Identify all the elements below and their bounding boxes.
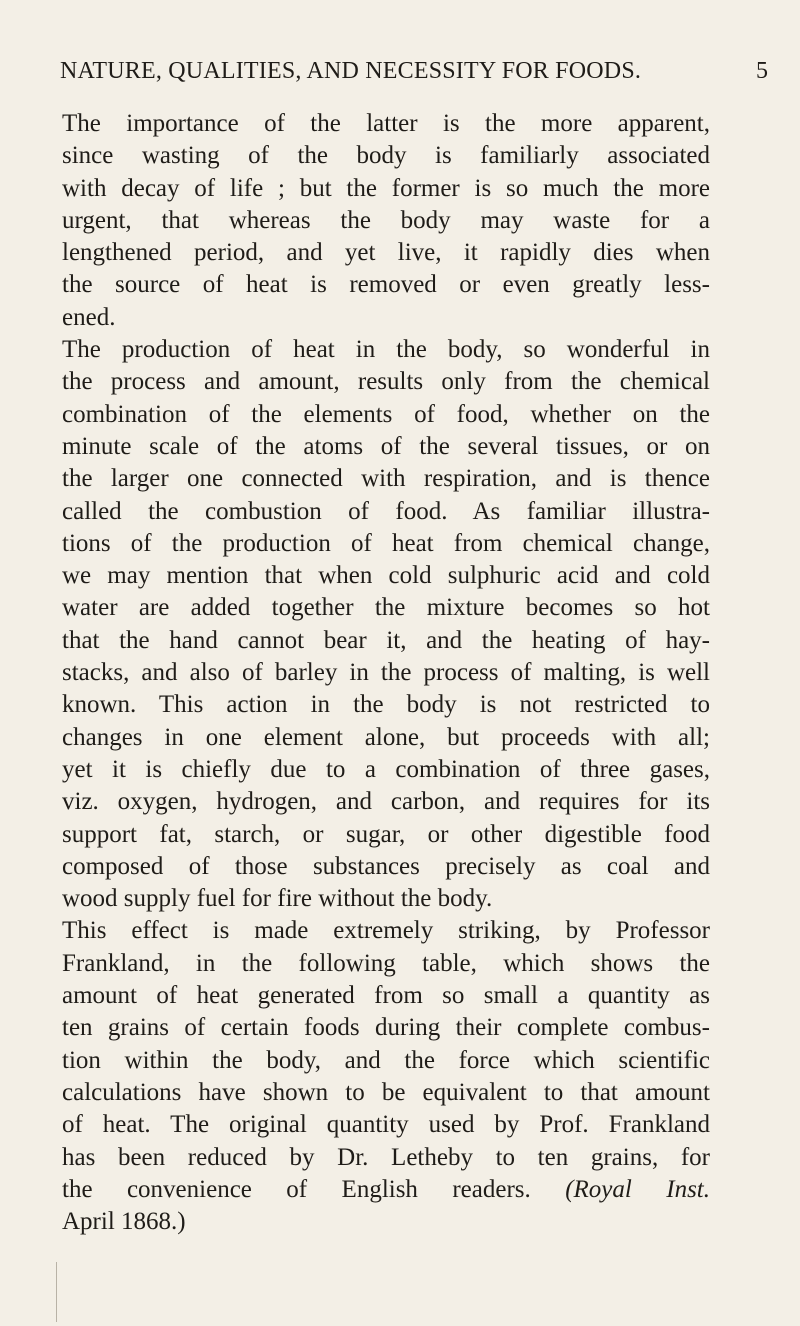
text-line: composed of those substances precisely as coal and bbox=[62, 852, 710, 880]
text-line: tion within the body, and the force which scientific bbox=[62, 1046, 710, 1074]
text-line: urgent, that whereas the body may waste for a bbox=[62, 206, 710, 234]
text-line: calculations have shown to be equivalent to that amount bbox=[62, 1078, 710, 1106]
text-line: minute scale of the atoms of the several tissues, or on bbox=[62, 432, 710, 460]
text-line-with-citation bbox=[62, 1174, 710, 1206]
text-line: Frankland, in the following table, which shows the bbox=[62, 949, 710, 977]
text-line: combination of the elements of food, whether on the bbox=[62, 400, 710, 428]
text-line: water are added together the mixture becomes so hot bbox=[62, 594, 710, 622]
text-line: ened. bbox=[62, 303, 116, 331]
text-line: of heat. The original quantity used by Prof. Frankland bbox=[62, 1111, 710, 1139]
text-line: April 1868.) bbox=[62, 1208, 186, 1236]
text-line: has been reduced by Dr. Letheby to ten grains, for bbox=[62, 1143, 710, 1171]
running-title: NATURE, QUALITIES, AND NECESSITY FOR FOODS. bbox=[60, 58, 642, 84]
text-line: the source of heat is removed or even greatly less- bbox=[62, 271, 710, 299]
text-line: wood supply fuel for fire without the body. bbox=[62, 885, 493, 913]
text-line: stacks, and also of barley in the process of malting, is well bbox=[62, 659, 710, 687]
text-line: tions of the production of heat from chemical change, bbox=[62, 529, 710, 557]
text-line: ten grains of certain foods during their complete combus- bbox=[62, 1014, 710, 1042]
text-line: known. This action in the body is not restricted to bbox=[62, 691, 710, 719]
text-line: called the combustion of food. As familiar illustra- bbox=[62, 497, 710, 525]
text-line: with decay of life ; but the former is so much the more bbox=[62, 174, 710, 202]
text-line: changes in one element alone, but proceeds with all; bbox=[62, 723, 710, 751]
text-line: support fat, starch, or sugar, or other digestible food bbox=[62, 820, 710, 848]
text-line: viz. oxygen, hydrogen, and carbon, and requires for its bbox=[62, 788, 710, 816]
text-line: This effect is made extremely striking, by Professor bbox=[62, 917, 710, 945]
text-line: since wasting of the body is familiarly associated bbox=[62, 142, 710, 170]
text-line: we may mention that when cold sulphuric acid and cold bbox=[62, 562, 710, 590]
page-number: 5 bbox=[756, 58, 768, 84]
text-line: lengthened period, and yet live, it rapidly dies when bbox=[62, 239, 710, 267]
citation: (Royal Inst. bbox=[565, 1175, 711, 1203]
text-line: The importance of the latter is the more apparent, bbox=[62, 110, 710, 137]
text-line-segment: the convenience of English readers. bbox=[62, 1175, 531, 1203]
margin-mark bbox=[56, 1262, 57, 1322]
text-line: that the hand cannot bear it, and the heating of hay- bbox=[62, 626, 710, 654]
running-head bbox=[60, 58, 768, 88]
text-line: yet it is chiefly due to a combination of three gases, bbox=[62, 755, 710, 783]
body-text bbox=[62, 108, 710, 1238]
text-line: amount of heat generated from so small a quantity as bbox=[62, 982, 710, 1010]
text-line: The production of heat in the body, so wonderful in bbox=[62, 336, 710, 364]
text-line: the larger one connected with respiration, and is thence bbox=[62, 465, 710, 493]
text-line: the process and amount, results only from the chemical bbox=[62, 368, 710, 396]
